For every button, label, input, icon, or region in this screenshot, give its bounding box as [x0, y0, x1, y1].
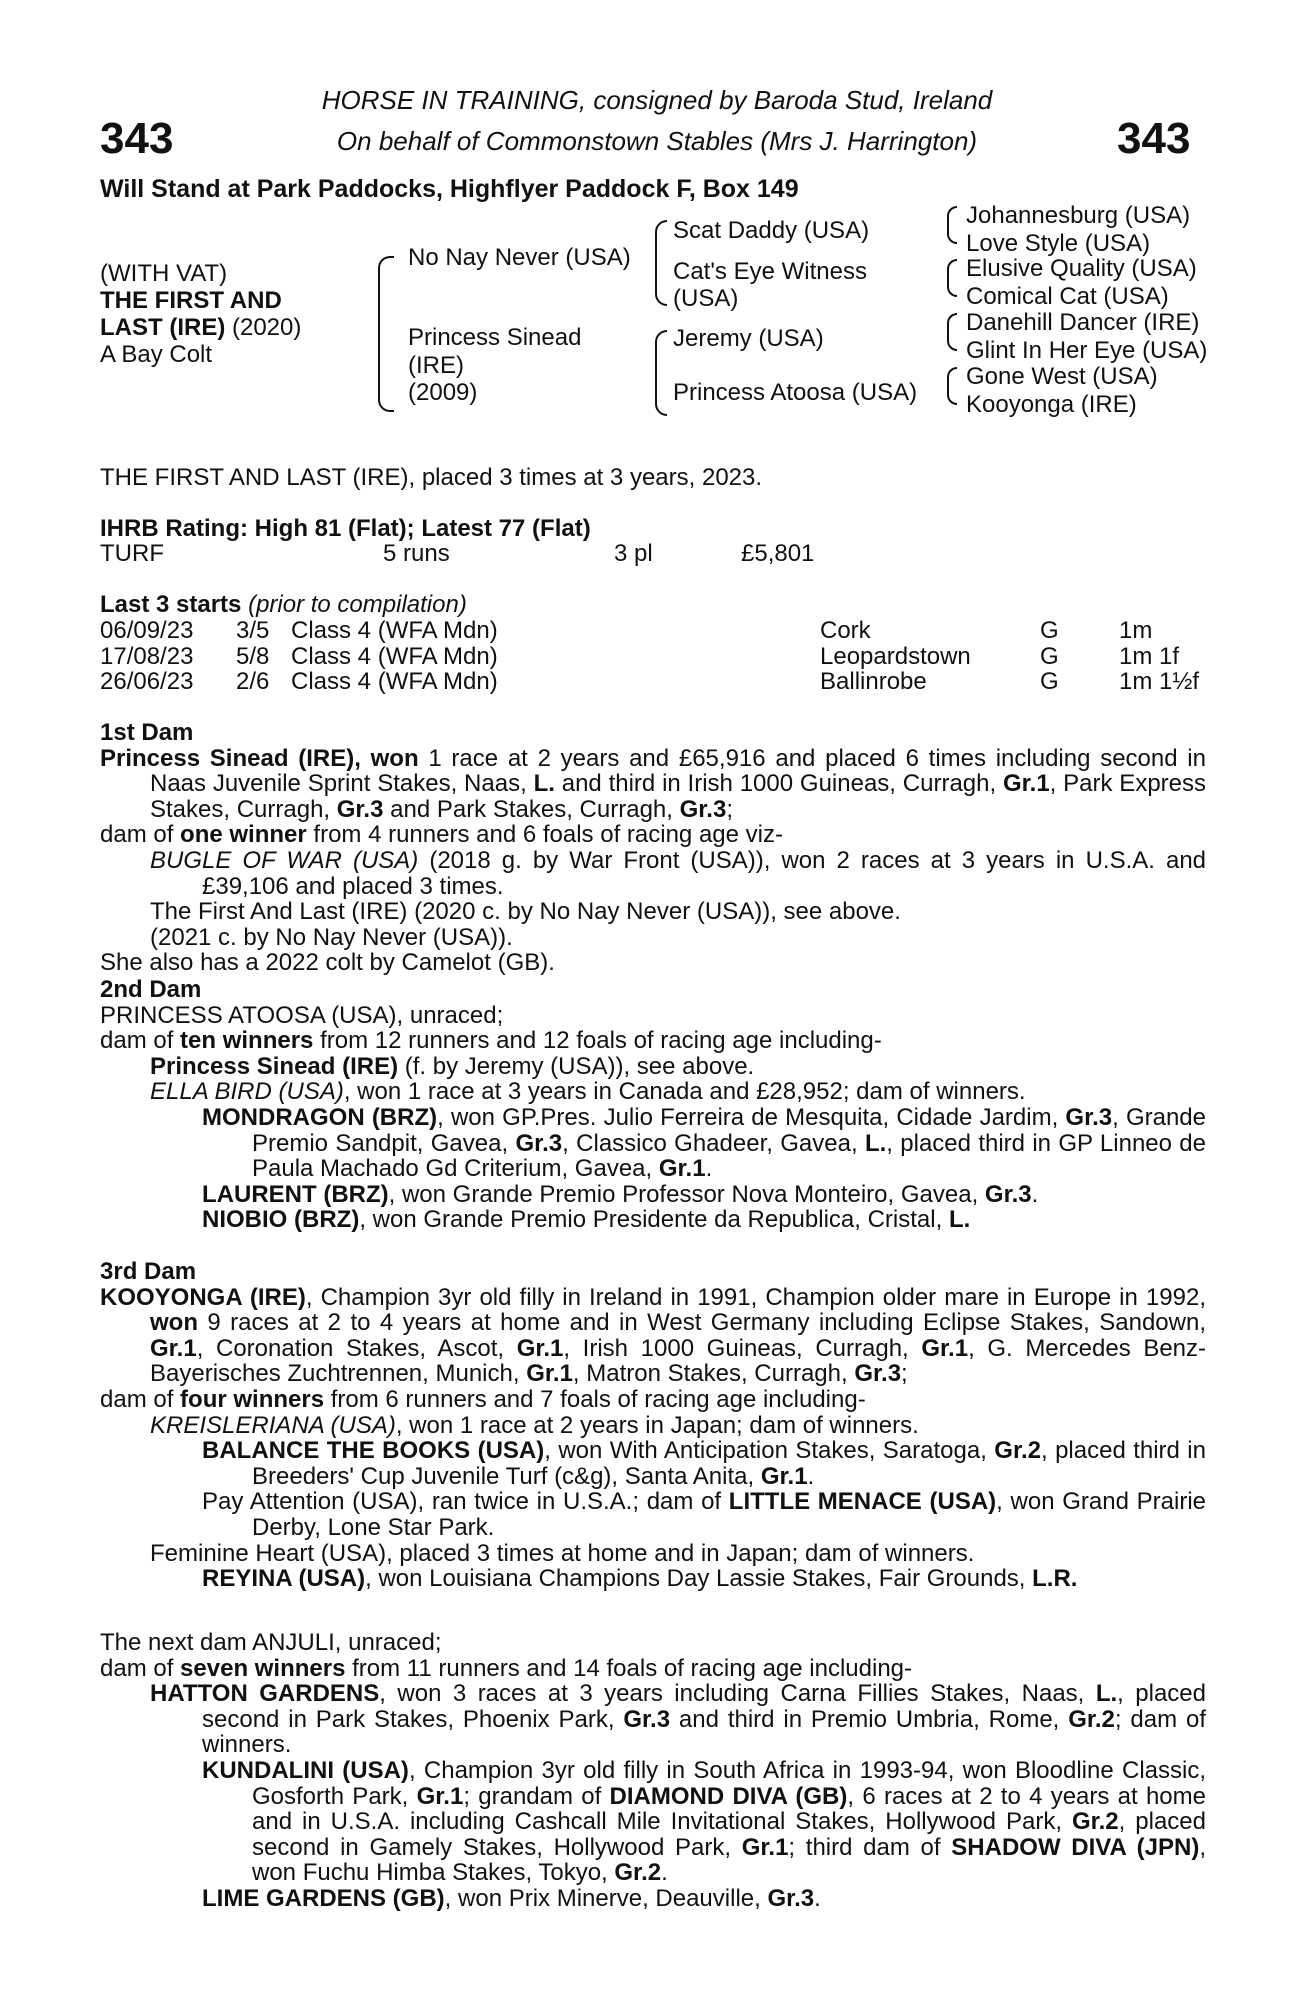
- produce-entry: Princess Sinead (IRE) (f. by Jeremy (USA)), see above.: [150, 1052, 755, 1080]
- table-row: [100, 618, 1220, 644]
- start-position: 2/6: [236, 668, 270, 696]
- start-position: 5/8: [236, 642, 270, 670]
- gen3-dsd: Glint In Her Eye (USA): [966, 337, 1208, 364]
- gen3-sss: Johannesburg (USA): [966, 202, 1191, 229]
- stand-location: Will Stand at Park Paddocks, Highflyer Paddock F, Box 149: [100, 175, 799, 203]
- dam-produce-summary: dam of one winner from 4 runners and 6 foals of racing age viz-: [100, 821, 783, 849]
- race-summary: THE FIRST AND LAST (IRE), placed 3 times at 3 years, 2023.: [100, 464, 763, 491]
- sire: No Nay Never (USA): [408, 244, 631, 271]
- produce-entry: ELLA BIRD (USA), won 1 race at 3 years in Canada and £28,952; dam of winners.: [150, 1078, 1026, 1106]
- produce-entry: REYINA (USA), won Louisiana Champions Day Lassie Stakes, Fair Grounds, L.R.: [202, 1565, 1078, 1593]
- dam-record: PRINCESS ATOOSA (USA), unraced;: [100, 1001, 504, 1029]
- last-starts-title: Last 3 starts: [100, 591, 242, 618]
- dam-sire: Jeremy (USA): [673, 325, 824, 352]
- first-dam-section: [100, 720, 1206, 976]
- produce-entry: KREISLERIANA (USA), won 1 race at 2 years in Japan; dam of winners.: [150, 1411, 919, 1439]
- start-race: Class 4 (WFA Mdn): [291, 617, 498, 644]
- start-going: G: [1040, 668, 1059, 696]
- section-heading: 3rd Dam: [100, 1258, 197, 1285]
- next-dam-section: [100, 1630, 1206, 1912]
- dam-line3: (2009): [408, 379, 478, 406]
- produce-entry: BALANCE THE BOOKS (USA), won With Anticipation Stakes, Saratoga, Gr.2, placed third in Breeders' Cup Juvenile Turf (c&g), Santa Anita, Gr.1.: [202, 1437, 1206, 1490]
- gen3-ssd: Love Style (USA): [966, 230, 1151, 257]
- pedigree-brace-3d: [947, 367, 957, 405]
- pedigree-brace-3b: [947, 259, 957, 297]
- start-going: G: [1040, 642, 1059, 670]
- start-race: Class 4 (WFA Mdn): [291, 642, 498, 670]
- pedigree-brace-sire: [655, 220, 667, 306]
- pedigree-brace-dam: [655, 330, 667, 416]
- dam-line1: Princess Sinead: [408, 324, 582, 351]
- produce-entry: NIOBIO (BRZ), won Grande Premio Presidente da Republica, Cristal, L.: [202, 1206, 971, 1234]
- dam-produce-summary: dam of ten winners from 12 runners and 12 foals of racing age including-: [100, 1027, 882, 1055]
- produce-entry: (2021 c. by No Nay Never (USA)).: [150, 923, 513, 951]
- section-heading: 1st Dam: [100, 719, 194, 746]
- second-dam-section: [100, 977, 1206, 1233]
- last-starts-note: (prior to compilation): [241, 591, 467, 618]
- table-row: [100, 669, 1220, 695]
- start-race: Class 4 (WFA Mdn): [291, 668, 498, 696]
- pedigree-brace-gen1: [378, 256, 394, 412]
- start-distance: 1m 1f: [1119, 642, 1180, 670]
- produce-entry: KUNDALINI (USA), Champion 3yr old filly in South Africa in 1993-94, won Bloodline Classic, Gosforth Park, Gr.1; grandam of DIAMOND DIVA (GB), 6 races at 2 to 4 years at home and in U.S.A. including Cashcall Mile Invitational Stakes, Hollywood Park, Gr.2, placed second in Gamely Stakes, Hollywood Park, Gr.1; third dam of SHADOW DIVA (JPN), won Fuchu Himba Stakes, Tokyo, Gr.2.: [202, 1756, 1207, 1887]
- start-date: 17/08/23: [100, 642, 194, 670]
- gen3-ddd: Kooyonga (IRE): [966, 391, 1137, 418]
- start-going: G: [1040, 617, 1059, 644]
- horse-name-line2: LAST (IRE): [100, 314, 226, 341]
- dam-record: KOOYONGA (IRE), Champion 3yr old filly in Ireland in 1991, Champion older mare in Europe in 1992, won 9 races at 2 to 4 years at home and in West Germany including Eclipse Stakes, Sandown, Gr.1, Coronation Stakes, Ascot, Gr.1, Irish 1000 Guineas, Curragh, Gr.1, G. Mercedes Benz-Bayerisches Zuchtrennen, Munich, Gr.1, Matron Stakes, Curragh, Gr.3;: [100, 1283, 1207, 1388]
- produce-entry: MONDRAGON (BRZ), won GP.Pres. Julio Ferreira de Mesquita, Cidade Jardim, Gr.3, Grande Premio Sandpit, Gavea, Gr.3, Classico Ghadeer, Gavea, L., placed third in GP Linneo de Paula Machado Gd Criterium, Gavea, Gr.1.: [202, 1103, 1207, 1183]
- produce-entry: Pay Attention (USA), ran twice in U.S.A.; dam of LITTLE MENACE (USA), won Grand Prairie Derby, Lone Star Park.: [202, 1488, 1207, 1541]
- horse-description: A Bay Colt: [100, 341, 213, 368]
- dam-record: Princess Sinead (IRE), won 1 race at 2 years and £65,916 and placed 6 times including second in Naas Juvenile Sprint Stakes, Naas, L. and third in Irish 1000 Guineas, Curragh, Gr.1, Park Express Stakes, Curragh, Gr.3 and Park Stakes, Curragh, Gr.3;: [100, 744, 1207, 823]
- rating-runs: 5 runs: [383, 540, 450, 567]
- sire-sire: Scat Daddy (USA): [673, 217, 870, 244]
- sire-dam-line1: Cat's Eye Witness: [673, 258, 867, 285]
- produce-entry: LIME GARDENS (GB), won Prix Minerve, Deauville, Gr.3.: [202, 1884, 821, 1912]
- rating-title: IHRB Rating: High 81 (Flat); Latest 77 (Flat): [100, 515, 591, 542]
- pedigree-brace-3a: [947, 206, 957, 244]
- start-course: Cork: [820, 617, 871, 644]
- dam-record: The next dam ANJULI, unraced;: [100, 1629, 442, 1656]
- pedigree-brace-3c: [947, 313, 957, 351]
- start-distance: 1m: [1119, 617, 1153, 644]
- start-course: Ballinrobe: [820, 668, 927, 696]
- produce-entry: BUGLE OF WAR (USA) (2018 g. by War Front (USA)), won 2 races at 3 years in U.S.A. and £39,106 and placed 3 times.: [150, 846, 1207, 900]
- third-dam-section: [100, 1259, 1206, 1592]
- rating-prize: £5,801: [741, 540, 815, 567]
- dam-line2: (IRE): [408, 352, 464, 379]
- produce-entry: LAURENT (BRZ), won Grande Premio Professor Nova Monteiro, Gavea, Gr.3.: [202, 1180, 1039, 1208]
- produce-entry: Feminine Heart (USA), placed 3 times at home and in Japan; dam of winners.: [150, 1539, 975, 1567]
- section-heading: 2nd Dam: [100, 976, 202, 1003]
- start-date: 26/06/23: [100, 668, 194, 696]
- produce-entry: HATTON GARDENS, won 3 races at 3 years including Carna Fillies Stakes, Naas, L., placed second in Park Stakes, Phoenix Park, Gr.3 and third in Premio Umbria, Rome, Gr.2; dam of winners.: [150, 1680, 1206, 1759]
- lot-number-right: 343: [1117, 114, 1191, 163]
- dam-produce-summary: dam of seven winners from 11 runners and 14 foals of racing age including-: [100, 1654, 913, 1682]
- horse-info: [100, 260, 301, 368]
- gen3-dss: Danehill Dancer (IRE): [966, 309, 1200, 336]
- lot-number-left: 343: [100, 114, 174, 163]
- vat-note: (WITH VAT): [100, 260, 228, 287]
- gen3-sdd: Comical Cat (USA): [966, 283, 1169, 310]
- start-date: 06/09/23: [100, 617, 194, 644]
- rating-surface: TURF: [100, 540, 164, 567]
- horse-year: (2020): [225, 314, 302, 341]
- table-row: [100, 644, 1220, 670]
- gen3-sds: Elusive Quality (USA): [966, 255, 1197, 282]
- produce-note: She also has a 2022 colt by Camelot (GB).: [100, 949, 555, 977]
- start-course: Leopardstown: [820, 642, 971, 670]
- last-starts-table: [100, 618, 1220, 695]
- on-behalf-line: On behalf of Commonstown Stables (Mrs J. Harrington): [336, 126, 978, 156]
- dam-dam: Princess Atoosa (USA): [673, 379, 918, 406]
- gen3-dds: Gone West (USA): [966, 363, 1158, 390]
- last-starts-heading: [100, 592, 467, 618]
- start-position: 3/5: [236, 617, 270, 644]
- horse-name-line1: THE FIRST AND: [100, 287, 282, 314]
- start-distance: 1m 1½f: [1119, 668, 1200, 696]
- rating-placed: 3 pl: [614, 540, 653, 567]
- produce-entry: The First And Last (IRE) (2020 c. by No Nay Never (USA)), see above.: [150, 898, 901, 926]
- consignor-line: HORSE IN TRAINING, consigned by Baroda Stud, Ireland: [321, 85, 993, 115]
- dam-produce-summary: dam of four winners from 6 runners and 7 foals of racing age including-: [100, 1385, 866, 1413]
- sire-dam-line2: (USA): [673, 285, 739, 312]
